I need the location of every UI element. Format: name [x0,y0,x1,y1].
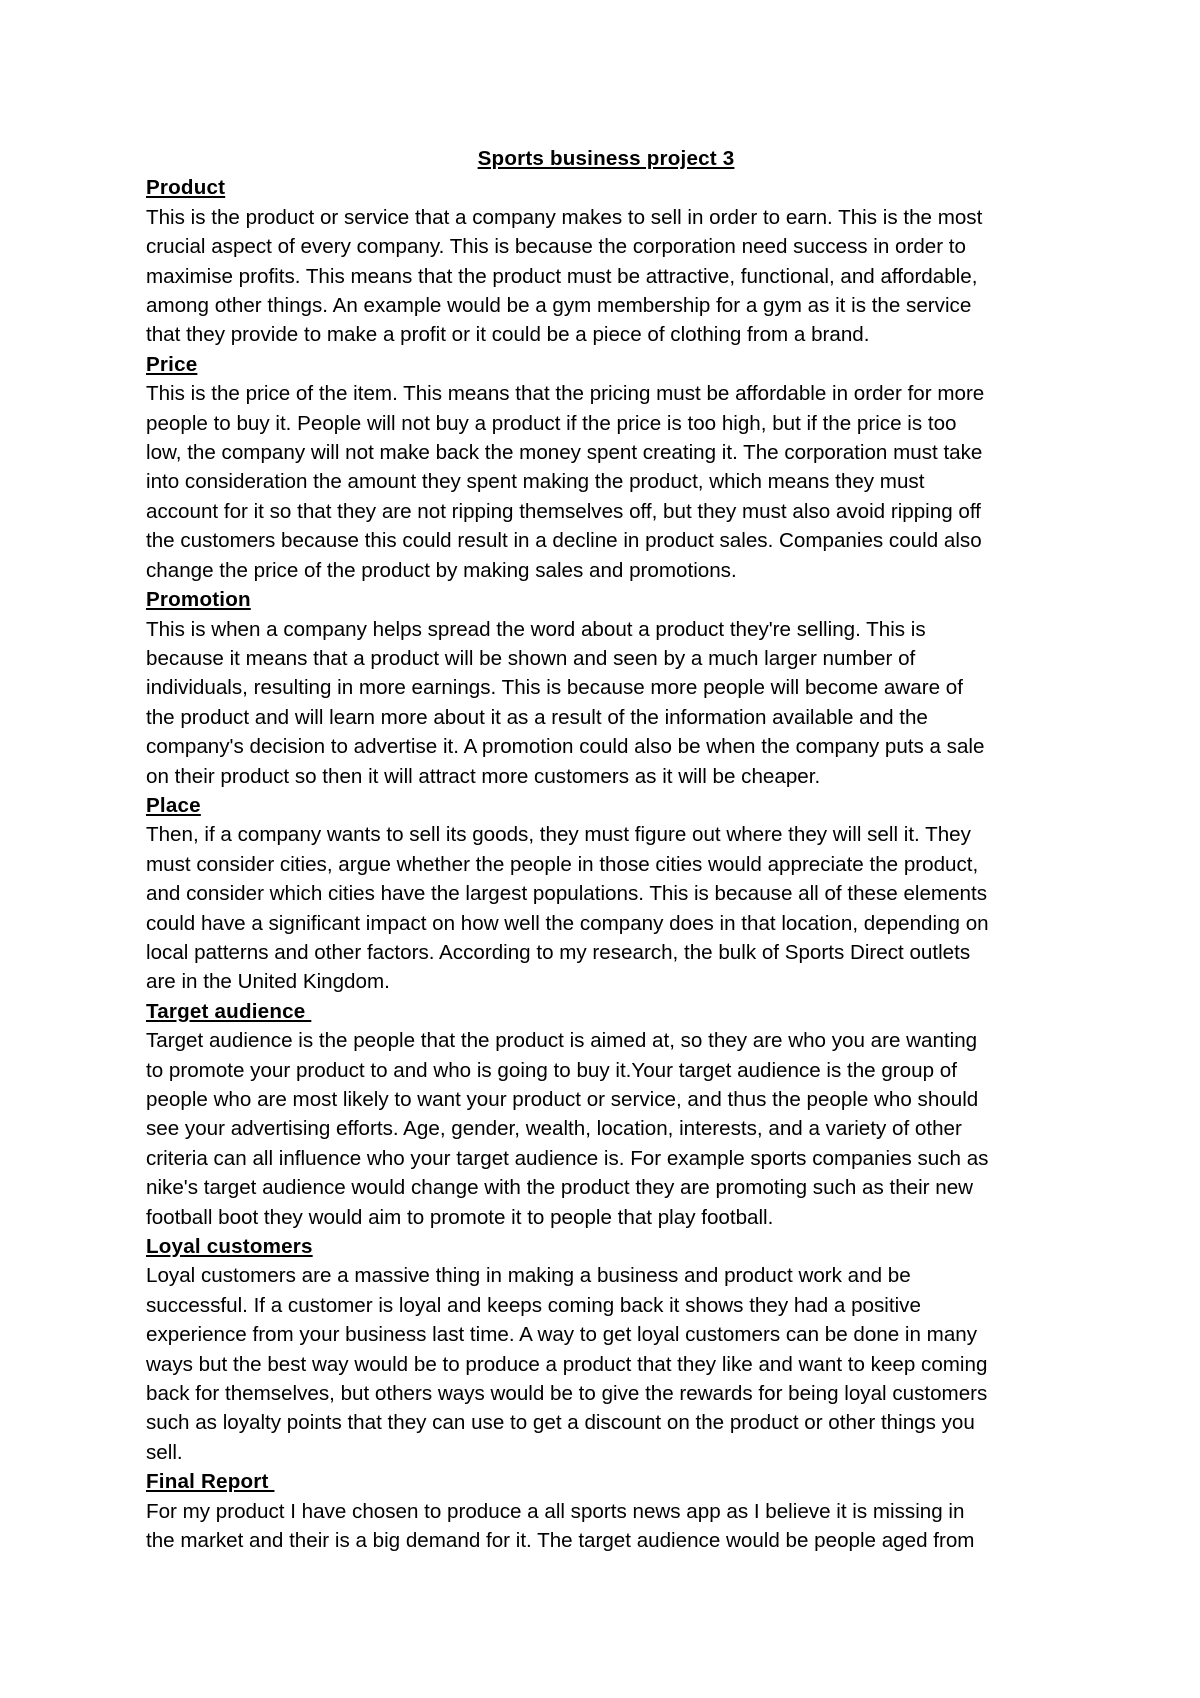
text-line: Then, if a company wants to sell its goods, they must figure out where they will sell it. They [146,823,971,847]
text-line: This is when a company helps spread the word about a product they're selling. This is [146,617,926,641]
section-body-promotion [146,615,1066,791]
text-line: account for it so that they are not ripping themselves off, but they must also avoid ripping off [146,499,981,523]
text-line: successful. If a customer is loyal and keeps coming back it shows they had a positive [146,1293,921,1317]
section-heading-loyal-customers: Loyal customers [146,1235,313,1259]
text-line: on their product so then it will attract more customers as it will be cheaper. [146,764,821,788]
section-body-target-audience [146,1026,1066,1232]
text-line: low, the company will not make back the money spent creating it. The corporation must take [146,441,983,465]
text-line: individuals, resulting in more earnings. This is because more people will become aware of [146,676,963,700]
text-line: experience from your business last time. A way to get loyal customers can be done in many [146,1323,978,1347]
text-line: people to buy it. People will not buy a product if the price is too high, but if the price is too [146,411,957,435]
text-line: people who are most likely to want your product or service, and thus the people who should [146,1088,979,1111]
text-line: to promote your product to and who is going to buy it.Your target audience is the group of [146,1058,957,1082]
section-heading-promotion: Promotion [146,588,251,612]
text-line: because it means that a product will be shown and seen by a much larger number of [146,646,916,670]
text-line: that they provide to make a profit or it could be a piece of clothing from a brand. [146,323,870,347]
text-line: Target audience is the people that the product is aimed at, so they are who you are wanting [146,1029,978,1053]
text-line: For my product I have chosen to produce a all sports news app as I believe it is missing in [146,1499,965,1523]
text-line: football boot they would aim to promote it to people that play football. [146,1205,774,1229]
text-line: nike's target audience would change with the product they are promoting such as their new [146,1176,974,1200]
text-line: sell. [146,1440,183,1464]
section-body-loyal-customers [146,1261,1066,1467]
text-line: the product and will learn more about it as a result of the information available and the [146,705,928,729]
section-body-product [146,203,1066,350]
section-heading-final-report: Final Report [146,1470,275,1494]
section-heading-price: Price [146,352,198,376]
text-line: are in the United Kingdom. [146,970,390,994]
text-line: back for themselves, but others ways would be to give the rewards for being loyal customers [146,1382,988,1406]
section-body-final-report [146,1497,1066,1556]
text-line: local patterns and other factors. According to my research, the bulk of Sports Direct outlets [146,940,971,964]
text-line: ways but the best way would be to produce a product that they like and want to keep coming [146,1352,988,1376]
document-content [146,144,1066,1556]
text-line: crucial aspect of every company. This is because the corporation need success in order to [146,235,966,259]
section-heading-place: Place [146,793,201,817]
text-line: This is the product or service that a company makes to sell in order to earn. This is the most [146,205,983,229]
text-line: into consideration the amount they spent making the product, which means they must [146,470,925,494]
text-line: and consider which cities have the largest populations. This is because all of these elements [146,882,988,906]
text-line: Loyal customers are a massive thing in making a business and product work and be [146,1264,911,1288]
text-line: could have a significant impact on how well the company does in that location, depending on [146,911,989,935]
section-heading-target-audience: Target audience [146,999,312,1023]
text-line: company's decision to advertise it. A promotion could also be when the company puts a sale [146,735,985,759]
section-body-price [146,379,1066,585]
text-line: see your advertising efforts. Age, gender, wealth, location, interests, and a variety of other [146,1117,962,1141]
text-line: This is the price of the item. This means that the pricing must be affordable in order for more [146,382,985,406]
text-line: among other things. An example would be a gym membership for a gym as it is the service [146,294,972,318]
text-line: such as loyalty points that they can use to get a discount on the product or other things you [146,1411,975,1435]
section-heading-product: Product [146,176,226,200]
section-body-place [146,820,1066,996]
document-title: Sports business project 3 [477,147,735,170]
text-line: must consider cities, argue whether the people in those cities would appreciate the product, [146,852,979,876]
text-line: the market and their is a big demand for it. The target audience would be people aged from [146,1529,975,1553]
text-line: the customers because this could result in a decline in product sales. Companies could also [146,529,982,553]
text-line: maximise profits. This means that the product must be attractive, functional, and affordable, [146,264,978,288]
text-line: criteria can all influence who your target audience is. For example sports companies such as [146,1146,989,1170]
text-line: change the price of the product by making sales and promotions. [146,558,737,582]
